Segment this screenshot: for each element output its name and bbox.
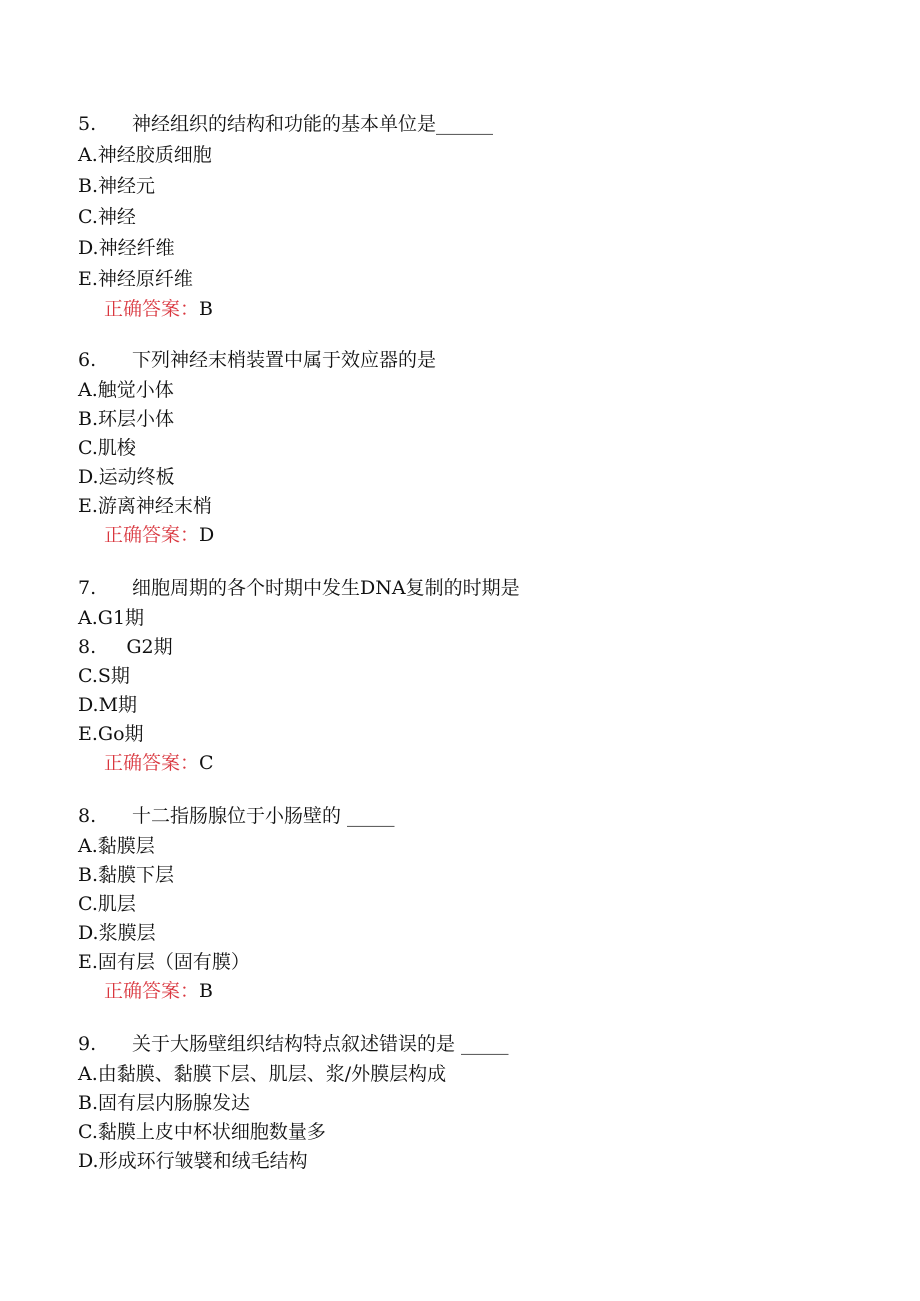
option-c: C.肌层 <box>78 893 136 915</box>
answer-value: D <box>199 524 215 546</box>
option-b: B.环层小体 <box>78 408 175 430</box>
option-a: A.G1期 <box>78 607 145 629</box>
answer-label: 正确答案： <box>104 752 200 774</box>
correct-answer <box>78 977 858 1006</box>
option-a: A.神经胶质细胞 <box>78 144 212 166</box>
question-stem <box>78 800 858 832</box>
answer-value: B <box>199 298 213 320</box>
correct-answer <box>78 749 858 778</box>
question-8 <box>78 800 858 1006</box>
correct-answer <box>78 521 858 550</box>
option-b: B.神经元 <box>78 175 156 197</box>
option-b: 8. G2期 <box>78 636 173 658</box>
answer-value: C <box>199 752 214 774</box>
option-b: B.固有层内肠腺发达 <box>78 1092 251 1114</box>
option-c: C.黏膜上皮中杯状细胞数量多 <box>78 1121 326 1143</box>
question-number: 9. <box>78 1033 97 1055</box>
answer-label: 正确答案： <box>104 980 200 1002</box>
correct-answer <box>78 295 858 324</box>
option-e: E.神经原纤维 <box>78 268 193 290</box>
option-a: A.由黏膜、黏膜下层、肌层、浆/外膜层构成 <box>78 1063 447 1085</box>
answer-label: 正确答案： <box>104 298 200 320</box>
option-d: D.形成环行皱襞和绒毛结构 <box>78 1150 308 1172</box>
question-text: 下列神经末梢装置中属于效应器的是 <box>132 349 437 371</box>
option-e: E.Go期 <box>78 723 144 745</box>
question-stem <box>78 344 858 376</box>
option-a: A.触觉小体 <box>78 379 174 401</box>
option-e: E.游离神经末梢 <box>78 495 212 517</box>
option-e: E.固有层（固有膜） <box>78 951 250 973</box>
option-b: B.黏膜下层 <box>78 864 175 886</box>
option-d: D.运动终板 <box>78 466 175 488</box>
question-number: 6. <box>78 349 97 371</box>
question-7 <box>78 572 858 778</box>
question-text: 关于大肠壁组织结构特点叙述错误的是 _____ <box>132 1033 509 1055</box>
option-a: A.黏膜层 <box>78 835 155 857</box>
option-d: D.M期 <box>78 694 138 716</box>
question-text: 细胞周期的各个时期中发生DNA复制的时期是 <box>132 577 520 599</box>
question-stem <box>78 108 858 140</box>
question-6 <box>78 344 858 550</box>
question-9 <box>78 1028 858 1176</box>
question-text: 十二指肠腺位于小肠壁的 _____ <box>132 805 395 827</box>
answer-value: B <box>199 980 213 1002</box>
question-5 <box>78 108 858 324</box>
question-number: 5. <box>78 113 97 135</box>
answer-label: 正确答案： <box>104 524 200 546</box>
question-stem <box>78 572 858 604</box>
option-d: D.神经纤维 <box>78 237 175 259</box>
question-number: 8. <box>78 805 97 827</box>
option-c: C.神经 <box>78 206 136 228</box>
question-text: 神经组织的结构和功能的基本单位是______ <box>132 113 494 135</box>
option-c: C.肌梭 <box>78 437 136 459</box>
question-stem <box>78 1028 858 1060</box>
option-c: C.S期 <box>78 665 130 687</box>
question-number: 7. <box>78 577 97 599</box>
option-d: D.浆膜层 <box>78 922 156 944</box>
